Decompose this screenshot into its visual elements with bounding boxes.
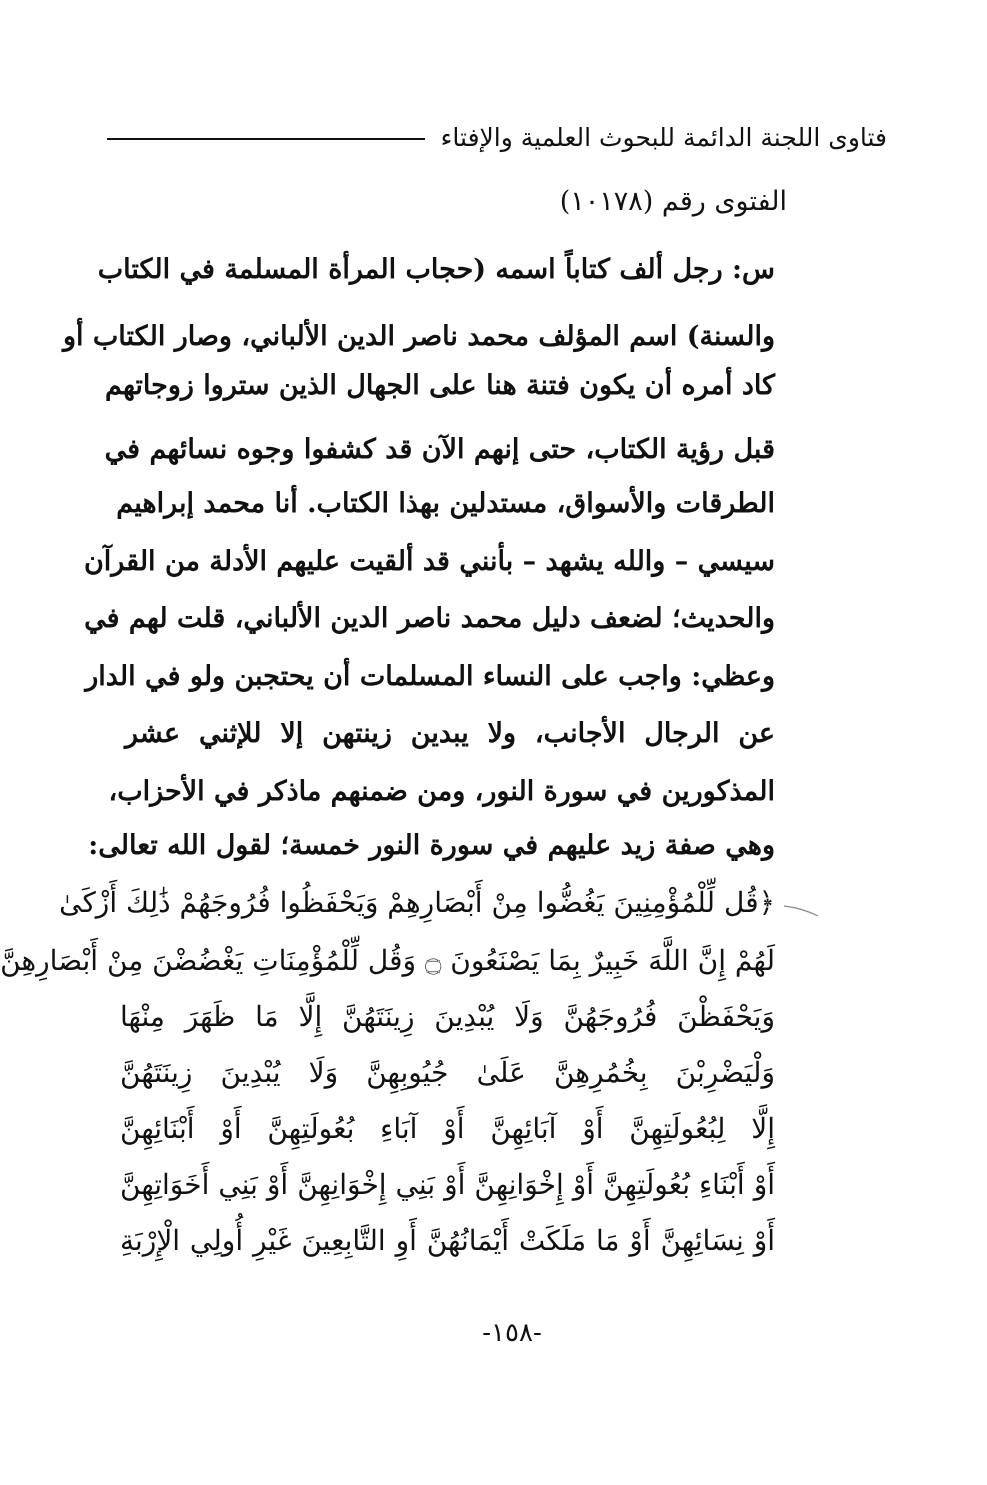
quran-line: أَوْ أَبْنَاءِ بُعُولَتِهِنَّ أَوْ إِخْوَانِهِنَّ أَوْ بَنِي إِخْوَانِهِنَّ أَوْ بَنِي أَخَوَاتِهِنَّ [120, 1168, 775, 1201]
quran-line: وَيَحْفَظْنَ فُرُوجَهُنَّ وَلَا يُبْدِينَ زِينَتَهُنَّ إِلَّا مَا ظَهَرَ مِنْهَا [120, 1000, 775, 1033]
header-title: فتاوى اللجنة الدائمة للبحوث العلمية والإفتاء [440, 122, 887, 152]
running-header [107, 112, 887, 162]
margin-mark [782, 900, 822, 920]
question-line: قبل رؤية الكتاب، حتى إنهم الآن قد كشفوا وجوه نسائهم في [104, 434, 775, 465]
question-line: سيسي – والله يشهد – بأنني قد ألقيت عليهم الأدلة من القرآن [83, 546, 775, 577]
question-line: وهي صفة زيد عليهم في سورة النور خمسة؛ لقول الله تعالى: [88, 830, 775, 861]
question-line: س: رجل ألف كتاباً اسمه (حجاب المرأة المسلمة في الكتاب [97, 254, 775, 285]
question-line: عن الرجال الأجانب، ولا يبدين زينتهن إلا للإثني عشر [125, 718, 775, 749]
quran-line: لَهُمْ إِنَّ اللَّهَ خَبِيرٌ بِمَا يَصْنَعُونَ ۝ وَقُل لِّلْمُؤْمِنَاتِ يَغْضُضْنَ مِنْ أَبْصَارِهِنَّ [0, 944, 775, 977]
question-line: وعظي: واجب على النساء المسلمات أن يحتجبن ولو في الدار [85, 661, 775, 692]
quran-line: أَوْ نِسَائِهِنَّ أَوْ مَا مَلَكَتْ أَيْمَانُهُنَّ أَوِ التَّابِعِينَ غَيْرِ أُولِي الْإِرْبَةِ [120, 1224, 776, 1257]
question-line: والحديث؛ لضعف دليل محمد ناصر الدين الألباني، قلت لهم في [84, 603, 775, 634]
page-number: -١٥٨- [482, 1318, 542, 1348]
question-line: المذكورين في سورة النور، ومن ضمنهم ماذكر في الأحزاب، [108, 776, 775, 807]
question-line: كاد أمره أن يكون فتنة هنا على الجهال الذين ستروا زوجاتهم [104, 370, 775, 401]
header-rule [107, 138, 425, 140]
quran-line: إِلَّا لِبُعُولَتِهِنَّ أَوْ آبَائِهِنَّ أَوْ آبَاءِ بُعُولَتِهِنَّ أَوْ أَبْنَائِهِنَّ [120, 1112, 775, 1145]
fatwa-number: الفتوى رقم (١٠١٧٨) [559, 186, 787, 217]
quran-line: وَلْيَضْرِبْنَ بِخُمُرِهِنَّ عَلَىٰ جُيُوبِهِنَّ وَلَا يُبْدِينَ زِينَتَهُنَّ [120, 1056, 775, 1089]
question-line: الطرقات والأسواق، مستدلين بهذا الكتاب. أنا محمد إبراهيم [116, 488, 775, 519]
quran-line: ﴿قُل لِّلْمُؤْمِنِينَ يَغُضُّوا مِنْ أَبْصَارِهِمْ وَيَحْفَظُوا فُرُوجَهُمْ ذَٰلِكَ أَزْكَىٰ [59, 886, 775, 919]
question-line: والسنة) اسم المؤلف محمد ناصر الدين الألباني، وصار الكتاب أو [62, 321, 775, 352]
